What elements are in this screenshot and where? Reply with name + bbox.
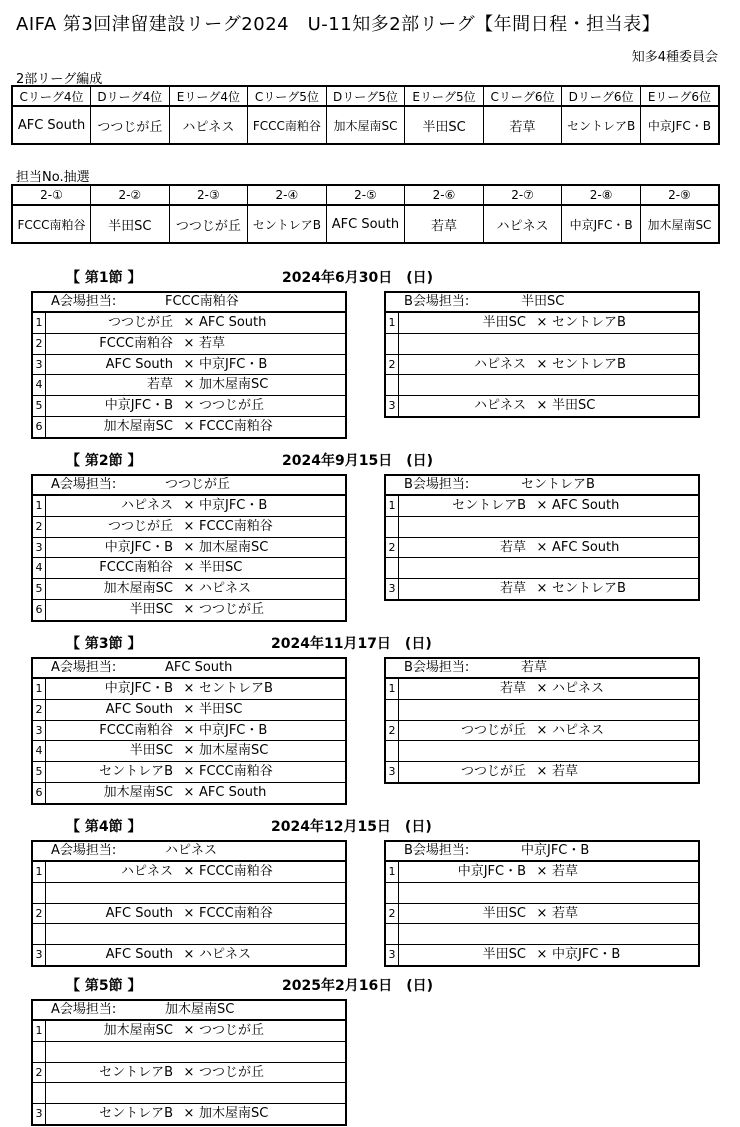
away-team: 中京JFC・B bbox=[199, 722, 268, 738]
match-row bbox=[386, 355, 698, 376]
match-row bbox=[386, 313, 698, 334]
away-team: 若草 bbox=[199, 335, 226, 351]
away-team: AFC South bbox=[552, 539, 620, 555]
row-spacer bbox=[33, 924, 345, 945]
match-number: 1 bbox=[33, 1021, 46, 1041]
draw-header-cell: 2-⑧ bbox=[562, 185, 641, 205]
match-number: 2 bbox=[386, 721, 399, 741]
row-number-spacer bbox=[386, 700, 399, 720]
versus-mark: × bbox=[536, 864, 548, 879]
match-row bbox=[33, 721, 345, 742]
match-number: 4 bbox=[33, 375, 46, 395]
match-row bbox=[33, 1104, 345, 1124]
league-header-cell: Dリーグ6位 bbox=[562, 86, 641, 106]
match-number: 5 bbox=[33, 396, 46, 416]
match-number: 3 bbox=[33, 945, 46, 965]
draw-header-cell: 2-⑦ bbox=[483, 185, 562, 205]
round-name: 【 第5節 】 bbox=[66, 978, 142, 994]
league-team-cell: FCCC南粕谷 bbox=[248, 106, 327, 144]
match-number: 3 bbox=[33, 538, 46, 558]
match-row bbox=[33, 334, 345, 355]
match-row bbox=[33, 1021, 345, 1042]
draw-header-cell: 2-⑨ bbox=[640, 185, 719, 205]
match-number: 1 bbox=[386, 496, 399, 516]
home-team: ハピネス bbox=[473, 398, 526, 414]
venue-header bbox=[33, 293, 345, 313]
league-section-label: 2部リーグ編成 bbox=[16, 72, 103, 87]
committee-name: 知多4種委員会 bbox=[631, 50, 718, 65]
versus-mark: × bbox=[183, 864, 195, 879]
away-team: 半田SC bbox=[199, 560, 243, 576]
home-team: FCCC南粕谷 bbox=[99, 560, 173, 576]
venue-header bbox=[33, 842, 345, 862]
row-spacer bbox=[386, 375, 698, 396]
match-row bbox=[386, 762, 698, 782]
versus-mark: × bbox=[183, 947, 195, 963]
versus-mark: × bbox=[536, 539, 548, 555]
match-number: 2 bbox=[33, 700, 46, 720]
away-team: セントレアB bbox=[199, 681, 273, 696]
row-number-spacer bbox=[33, 924, 46, 944]
row-number-spacer bbox=[386, 924, 399, 944]
match-number: 2 bbox=[386, 538, 399, 558]
draw-header-cell: 2-⑥ bbox=[405, 185, 484, 205]
versus-mark: × bbox=[536, 498, 548, 513]
home-team: 半田SC bbox=[482, 947, 526, 963]
away-team: セントレアB bbox=[552, 315, 626, 330]
row-number-spacer bbox=[33, 1083, 46, 1103]
match-row bbox=[33, 904, 345, 925]
away-team: 半田SC bbox=[199, 701, 243, 717]
home-team: つつじが丘 bbox=[107, 518, 173, 534]
league-header-cell: Cリーグ4位 bbox=[12, 86, 91, 106]
round-date: 2024年12月15日 (日) bbox=[271, 819, 432, 835]
versus-mark: × bbox=[183, 1064, 195, 1080]
draw-team-cell: 若草 bbox=[405, 205, 484, 243]
draw-team-cell: FCCC南粕谷 bbox=[12, 205, 91, 243]
match-number: 5 bbox=[33, 762, 46, 782]
versus-mark: × bbox=[536, 905, 548, 921]
row-spacer bbox=[33, 1042, 345, 1063]
match-number: 5 bbox=[33, 579, 46, 599]
round-name: 【 第3節 】 bbox=[66, 636, 142, 652]
home-team: セントレアB bbox=[99, 764, 173, 780]
row-number-spacer bbox=[33, 1042, 46, 1062]
versus-mark: × bbox=[536, 764, 548, 780]
league-team-cell: AFC South bbox=[12, 106, 91, 144]
draw-header-cell: 2-① bbox=[12, 185, 91, 205]
away-team: FCCC南粕谷 bbox=[199, 518, 273, 534]
away-team: 加木屋南SC bbox=[199, 743, 269, 759]
away-team: 中京JFC・B bbox=[199, 498, 268, 513]
row-spacer bbox=[386, 334, 698, 355]
away-team: 若草 bbox=[552, 905, 579, 921]
match-row bbox=[386, 904, 698, 925]
venue-b-box bbox=[384, 657, 700, 784]
league-team-cell: 半田SC bbox=[405, 106, 484, 144]
venue-b-box bbox=[384, 474, 700, 601]
home-team: AFC South bbox=[105, 356, 173, 372]
row-spacer bbox=[33, 883, 345, 904]
venue-header bbox=[386, 659, 698, 679]
home-team: 半田SC bbox=[482, 315, 526, 330]
versus-mark: × bbox=[183, 581, 195, 597]
away-team: 加木屋南SC bbox=[199, 539, 269, 555]
away-team: ハピネス bbox=[199, 581, 252, 597]
match-row bbox=[33, 558, 345, 579]
venue-host-team: セントレアB bbox=[521, 477, 595, 492]
match-row bbox=[33, 538, 345, 559]
home-team: 加木屋南SC bbox=[103, 1023, 173, 1038]
versus-mark: × bbox=[183, 722, 195, 738]
home-team: セントレアB bbox=[99, 1064, 173, 1080]
match-number: 3 bbox=[33, 1104, 46, 1124]
match-row bbox=[33, 862, 345, 883]
row-spacer bbox=[386, 883, 698, 904]
home-team: つつじが丘 bbox=[107, 315, 173, 330]
venue-label: A会場担当: bbox=[51, 477, 117, 492]
match-number: 6 bbox=[33, 600, 46, 620]
versus-mark: × bbox=[536, 356, 548, 372]
venue-label: A会場担当: bbox=[51, 1002, 117, 1017]
away-team: 中京JFC・B bbox=[552, 947, 621, 963]
match-row bbox=[33, 417, 345, 437]
draw-header-cell: 2-② bbox=[91, 185, 170, 205]
venue-label: B会場担当: bbox=[404, 843, 470, 858]
match-row bbox=[386, 538, 698, 559]
league-header-cell: Dリーグ5位 bbox=[326, 86, 405, 106]
draw-header-cell: 2-④ bbox=[248, 185, 327, 205]
away-team: FCCC南粕谷 bbox=[199, 864, 273, 879]
home-team: 半田SC bbox=[482, 905, 526, 921]
row-spacer bbox=[386, 700, 698, 721]
match-number: 3 bbox=[33, 721, 46, 741]
league-header-cell: Cリーグ5位 bbox=[248, 86, 327, 106]
home-team: FCCC南粕谷 bbox=[99, 335, 173, 351]
row-number-spacer bbox=[386, 375, 399, 395]
away-team: つつじが丘 bbox=[199, 398, 265, 414]
row-number-spacer bbox=[386, 883, 399, 903]
row-number-spacer bbox=[386, 517, 399, 537]
venue-label: A会場担当: bbox=[51, 843, 117, 858]
match-row bbox=[386, 579, 698, 599]
away-team: つつじが丘 bbox=[199, 1023, 265, 1038]
match-number: 3 bbox=[386, 396, 399, 416]
draw-team-cell: セントレアB bbox=[248, 205, 327, 243]
draw-team-cell: 中京JFC・B bbox=[562, 205, 641, 243]
versus-mark: × bbox=[536, 581, 548, 597]
versus-mark: × bbox=[183, 743, 195, 759]
match-row bbox=[33, 783, 345, 803]
match-row bbox=[33, 762, 345, 783]
away-team: つつじが丘 bbox=[199, 601, 265, 617]
away-team: 半田SC bbox=[552, 398, 596, 414]
match-number: 1 bbox=[33, 679, 46, 699]
away-team: ハピネス bbox=[199, 947, 252, 963]
match-row bbox=[33, 375, 345, 396]
away-team: ハピネス bbox=[552, 722, 605, 738]
home-team: セントレアB bbox=[99, 1106, 173, 1122]
match-row bbox=[33, 679, 345, 700]
away-team: セントレアB bbox=[552, 356, 626, 372]
home-team: セントレアB bbox=[452, 498, 526, 513]
match-row bbox=[33, 741, 345, 762]
versus-mark: × bbox=[183, 701, 195, 717]
draw-team-cell: 加木屋南SC bbox=[640, 205, 719, 243]
versus-mark: × bbox=[183, 335, 195, 351]
draw-team-cell: AFC South bbox=[326, 205, 405, 243]
match-row bbox=[33, 579, 345, 600]
match-row bbox=[33, 313, 345, 334]
round-date: 2024年6月30日 (日) bbox=[282, 270, 433, 286]
versus-mark: × bbox=[183, 681, 195, 696]
match-number: 1 bbox=[386, 313, 399, 333]
away-team: セントレアB bbox=[552, 581, 626, 597]
round-date: 2025年2月16日 (日) bbox=[282, 978, 433, 994]
match-number: 2 bbox=[33, 334, 46, 354]
league-team-cell: 加木屋南SC bbox=[326, 106, 405, 144]
versus-mark: × bbox=[536, 681, 548, 696]
versus-mark: × bbox=[183, 418, 195, 434]
versus-mark: × bbox=[536, 398, 548, 414]
league-header-cell: Eリーグ6位 bbox=[640, 86, 719, 106]
away-team: 中京JFC・B bbox=[199, 356, 268, 372]
match-number: 1 bbox=[33, 496, 46, 516]
venue-label: B会場担当: bbox=[404, 660, 470, 675]
venue-host-team: FCCC南粕谷 bbox=[165, 294, 239, 309]
home-team: ハピネス bbox=[120, 498, 173, 513]
draw-section-label: 担当No.抽選 bbox=[16, 170, 90, 185]
row-number-spacer bbox=[386, 334, 399, 354]
league-team-cell: セントレアB bbox=[562, 106, 641, 144]
venue-a-box bbox=[31, 474, 347, 622]
venue-label: B会場担当: bbox=[404, 477, 470, 492]
league-header-cell: Cリーグ6位 bbox=[483, 86, 562, 106]
league-header-cell: Eリーグ4位 bbox=[169, 86, 248, 106]
home-team: 若草 bbox=[146, 377, 173, 393]
home-team: 半田SC bbox=[129, 743, 173, 759]
row-spacer bbox=[33, 1083, 345, 1104]
round-name: 【 第4節 】 bbox=[66, 819, 142, 835]
page-title: AIFA 第3回津留建設リーグ2024 U-11知多2部リーグ【年間日程・担当表】 bbox=[16, 14, 661, 35]
home-team: つつじが丘 bbox=[460, 764, 526, 780]
match-number: 2 bbox=[33, 1063, 46, 1083]
venue-header bbox=[33, 1001, 345, 1021]
match-row bbox=[386, 679, 698, 700]
home-team: 中京JFC・B bbox=[104, 539, 173, 555]
league-team-cell: 中京JFC・B bbox=[640, 106, 719, 144]
home-team: AFC South bbox=[105, 701, 173, 717]
match-number: 1 bbox=[386, 862, 399, 882]
versus-mark: × bbox=[183, 560, 195, 576]
home-team: 加木屋南SC bbox=[103, 418, 173, 434]
venue-b-box bbox=[384, 840, 700, 967]
away-team: FCCC南粕谷 bbox=[199, 764, 273, 780]
match-number: 4 bbox=[33, 558, 46, 578]
venue-b-box bbox=[384, 291, 700, 418]
venue-header bbox=[386, 476, 698, 496]
home-team: つつじが丘 bbox=[460, 722, 526, 738]
match-number: 2 bbox=[33, 517, 46, 537]
away-team: 若草 bbox=[552, 764, 579, 780]
row-spacer bbox=[386, 517, 698, 538]
row-number-spacer bbox=[386, 741, 399, 761]
venue-host-team: 中京JFC・B bbox=[521, 843, 590, 858]
versus-mark: × bbox=[183, 315, 195, 330]
away-team: AFC South bbox=[199, 315, 267, 330]
home-team: 若草 bbox=[499, 581, 526, 597]
versus-mark: × bbox=[183, 539, 195, 555]
versus-mark: × bbox=[183, 764, 195, 780]
venue-header bbox=[386, 293, 698, 313]
versus-mark: × bbox=[536, 947, 548, 963]
league-team-cell: ハピネス bbox=[169, 106, 248, 144]
round-name: 【 第1節 】 bbox=[66, 270, 142, 286]
match-row bbox=[33, 600, 345, 620]
match-number: 2 bbox=[386, 355, 399, 375]
versus-mark: × bbox=[183, 356, 195, 372]
match-number: 3 bbox=[386, 945, 399, 965]
versus-mark: × bbox=[183, 1023, 195, 1038]
home-team: ハピネス bbox=[473, 356, 526, 372]
row-spacer bbox=[386, 558, 698, 579]
home-team: ハピネス bbox=[120, 864, 173, 879]
draw-table bbox=[11, 184, 720, 244]
home-team: FCCC南粕谷 bbox=[99, 722, 173, 738]
versus-mark: × bbox=[183, 398, 195, 414]
away-team: AFC South bbox=[552, 498, 620, 513]
home-team: AFC South bbox=[105, 905, 173, 921]
home-team: 加木屋南SC bbox=[103, 581, 173, 597]
venue-header bbox=[33, 476, 345, 496]
draw-team-cell: ハピネス bbox=[483, 205, 562, 243]
venue-label: B会場担当: bbox=[404, 294, 470, 309]
match-row bbox=[33, 517, 345, 538]
match-number: 3 bbox=[386, 762, 399, 782]
home-team: 中京JFC・B bbox=[104, 398, 173, 414]
home-team: AFC South bbox=[105, 947, 173, 963]
match-number: 4 bbox=[33, 741, 46, 761]
home-team: 中京JFC・B bbox=[104, 681, 173, 696]
row-spacer bbox=[386, 741, 698, 762]
venue-header bbox=[33, 659, 345, 679]
away-team: 若草 bbox=[552, 864, 579, 879]
venue-host-team: 若草 bbox=[521, 660, 548, 675]
versus-mark: × bbox=[183, 905, 195, 921]
venue-a-box bbox=[31, 657, 347, 805]
match-number: 1 bbox=[33, 313, 46, 333]
venue-host-team: 半田SC bbox=[521, 294, 565, 309]
match-number: 3 bbox=[33, 355, 46, 375]
venue-host-team: AFC South bbox=[165, 660, 233, 675]
match-row bbox=[33, 1063, 345, 1084]
row-number-spacer bbox=[33, 883, 46, 903]
home-team: 中京JFC・B bbox=[457, 864, 526, 879]
versus-mark: × bbox=[536, 722, 548, 738]
row-spacer bbox=[386, 924, 698, 945]
match-row bbox=[386, 396, 698, 416]
venue-label: A会場担当: bbox=[51, 660, 117, 675]
venue-host-team: ハピネス bbox=[165, 843, 218, 858]
league-team-cell: 若草 bbox=[483, 106, 562, 144]
away-team: つつじが丘 bbox=[199, 1064, 265, 1080]
venue-a-box bbox=[31, 840, 347, 967]
league-header-cell: Eリーグ5位 bbox=[405, 86, 484, 106]
venue-label: A会場担当: bbox=[51, 294, 117, 309]
match-row bbox=[386, 721, 698, 742]
versus-mark: × bbox=[183, 498, 195, 513]
draw-header-cell: 2-③ bbox=[169, 185, 248, 205]
match-row bbox=[386, 496, 698, 517]
home-team: 加木屋南SC bbox=[103, 784, 173, 800]
away-team: AFC South bbox=[199, 784, 267, 800]
match-row bbox=[386, 945, 698, 965]
venue-header bbox=[386, 842, 698, 862]
versus-mark: × bbox=[183, 377, 195, 393]
match-row bbox=[33, 355, 345, 376]
home-team: 若草 bbox=[499, 539, 526, 555]
match-row bbox=[386, 862, 698, 883]
venue-a-box bbox=[31, 999, 347, 1126]
match-row bbox=[33, 700, 345, 721]
venue-a-box bbox=[31, 291, 347, 439]
round-date: 2024年11月17日 (日) bbox=[271, 636, 432, 652]
match-row bbox=[33, 496, 345, 517]
match-number: 3 bbox=[386, 579, 399, 599]
away-team: FCCC南粕谷 bbox=[199, 905, 273, 921]
versus-mark: × bbox=[536, 315, 548, 330]
league-header-cell: Dリーグ4位 bbox=[91, 86, 170, 106]
match-number: 2 bbox=[386, 904, 399, 924]
versus-mark: × bbox=[183, 518, 195, 534]
away-team: ハピネス bbox=[552, 681, 605, 696]
venue-host-team: 加木屋南SC bbox=[165, 1002, 235, 1017]
versus-mark: × bbox=[183, 784, 195, 800]
league-team-cell: つつじが丘 bbox=[91, 106, 170, 144]
draw-team-cell: 半田SC bbox=[91, 205, 170, 243]
venue-host-team: つつじが丘 bbox=[165, 477, 231, 492]
match-number: 1 bbox=[386, 679, 399, 699]
match-row bbox=[33, 945, 345, 965]
home-team: 半田SC bbox=[129, 601, 173, 617]
away-team: 加木屋南SC bbox=[199, 377, 269, 393]
match-number: 6 bbox=[33, 783, 46, 803]
away-team: 加木屋南SC bbox=[199, 1106, 269, 1122]
round-name: 【 第2節 】 bbox=[66, 453, 142, 469]
round-date: 2024年9月15日 (日) bbox=[282, 453, 433, 469]
match-row bbox=[33, 396, 345, 417]
league-table bbox=[11, 85, 720, 145]
match-number: 1 bbox=[33, 862, 46, 882]
versus-mark: × bbox=[183, 1106, 195, 1122]
versus-mark: × bbox=[183, 601, 195, 617]
match-number: 6 bbox=[33, 417, 46, 437]
home-team: 若草 bbox=[499, 681, 526, 696]
away-team: FCCC南粕谷 bbox=[199, 418, 273, 434]
draw-team-cell: つつじが丘 bbox=[169, 205, 248, 243]
row-number-spacer bbox=[386, 558, 399, 578]
draw-header-cell: 2-⑤ bbox=[326, 185, 405, 205]
match-number: 2 bbox=[33, 904, 46, 924]
